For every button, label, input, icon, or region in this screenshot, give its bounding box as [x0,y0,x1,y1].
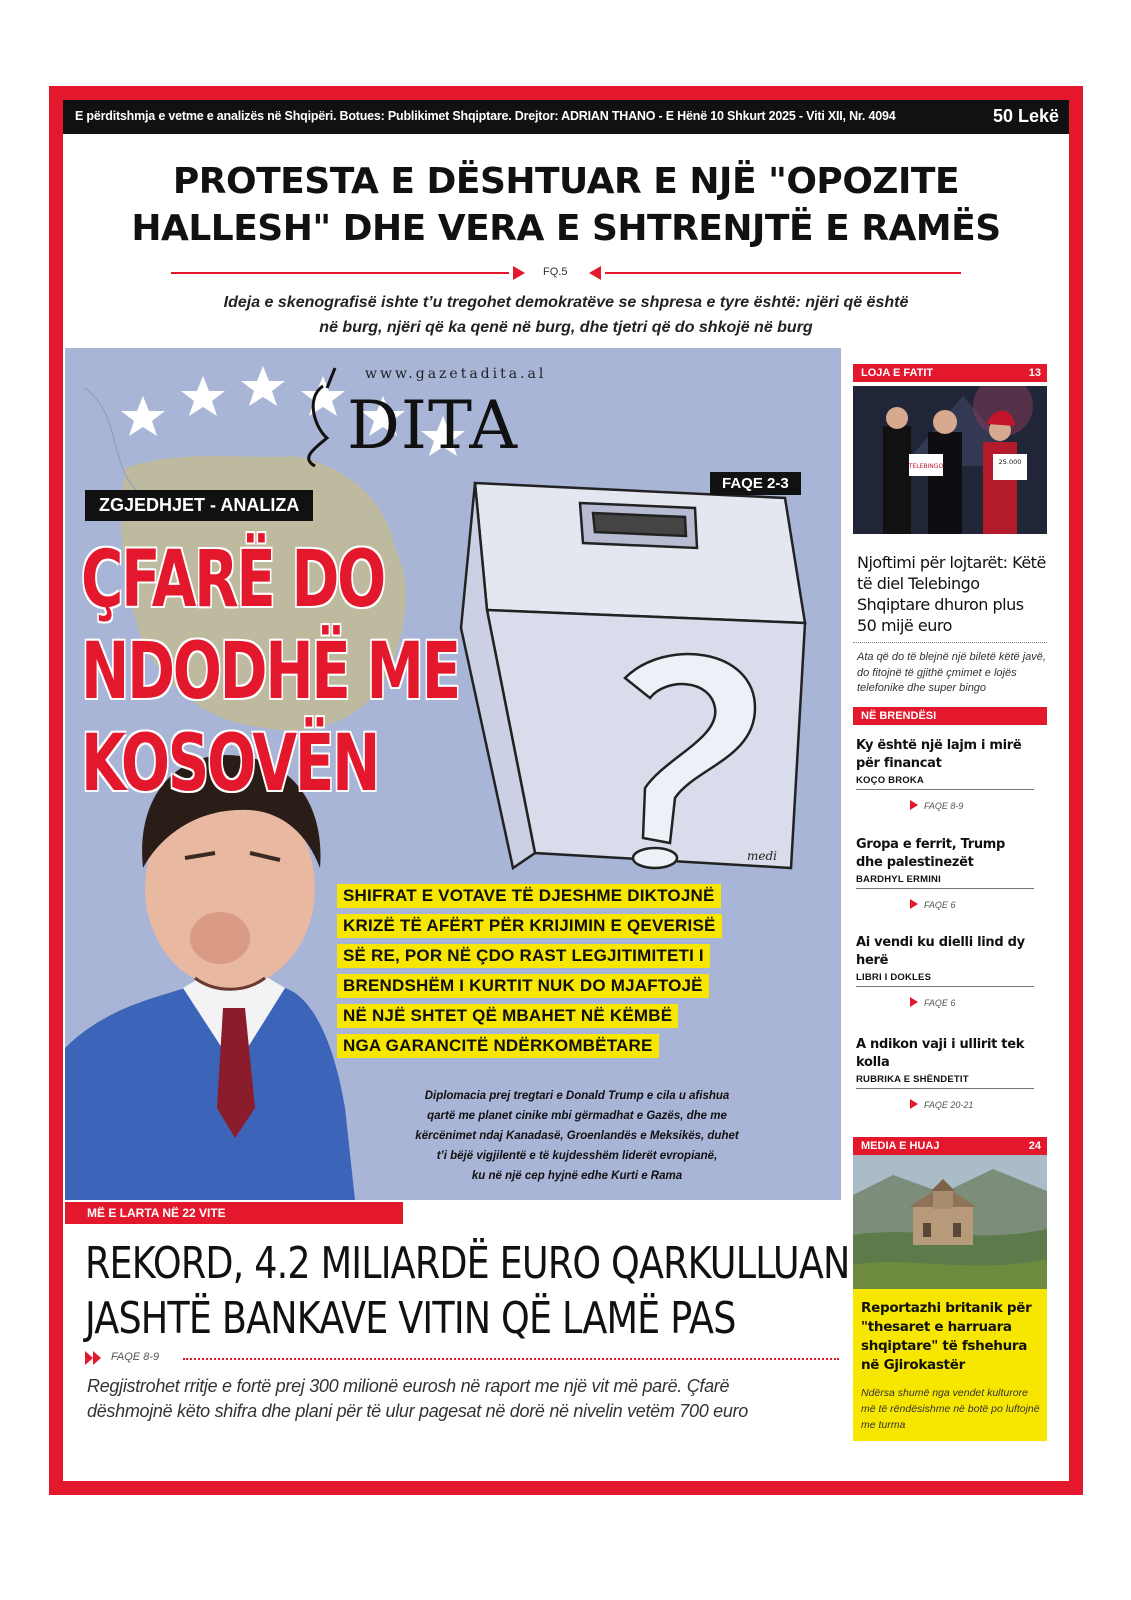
inside-item-author: KOÇO BROKA [856,775,1034,790]
loja-title[interactable]: Njoftimi për lojtarët: Këtë të diel Telebingo Shqiptare dhuron plus 50 mijë euro [857,553,1046,635]
inside-item-title: Ky është një lajm i mirë për financat [856,738,1022,771]
telebingo-photo-art [853,386,1047,534]
dotted-divider [853,642,1047,643]
cover-deck-line: qartë me planet cinike mbi gërmadhat e Gazës, dhe me [427,1110,727,1122]
bottom-deck [87,1374,847,1424]
top-headline[interactable] [83,158,1049,252]
inside-item-title: Gropa e ferrit, Trump dhe palestinezët [856,837,1006,870]
double-arrow-icon [85,1351,105,1365]
star-icon [301,376,345,416]
page-ref-divider [171,266,961,280]
sidebar-header-label: MEDIA E HUAJ [861,1140,940,1152]
ballot-box-cartoon [461,483,805,868]
top-subdeck-line2: në burg, njëri që ka qenë në burg, dhe tjetri që do shkojë në burg [319,319,813,336]
section-tag: ZGJEDHJET - ANALIZA [85,490,313,521]
top-headline-line1: PROTESTA E DËSHTUAR E NJË "OPOZITE [172,161,960,202]
church-photo-art [853,1155,1047,1289]
highlight-line: BRENDSHËM I KURTIT NUK DO MJAFTOJË [337,974,709,998]
bottom-page-ref-row [85,1351,839,1365]
star-icon [181,376,225,416]
arrow-left-icon [589,266,601,280]
inside-item-title: A ndikon vaji i ullirit tek kolla [856,1037,1025,1070]
top-subdeck [143,290,989,340]
inside-item[interactable] [856,1036,1034,1110]
inside-item-author: LIBRI I DOKLES [856,972,1034,987]
highlight-line: KRIZË TË AFËRT PËR KRIJIMIN E QEVERISË [337,914,722,938]
gjirokaster-church-photo[interactable] [853,1155,1047,1289]
sidebar-header-label: LOJA E FATIT [861,367,934,379]
price-label: 50 Lekë [992,106,1059,126]
bottom-page-ref: FAQE 8-9 [111,1351,160,1363]
divider-line-right [605,272,961,274]
bottom-headline-line2: JASHTË BANKAVE VITIN QË LAMË PAS [85,1293,736,1344]
logo-dita[interactable]: DITA [347,387,519,464]
inside-item-page: FAQE 8-9 [910,800,1034,811]
arrow-right-icon [910,1099,918,1109]
bottom-kicker-bar [65,1202,403,1224]
cover-deck-line: kërcënimet ndaj Kanadasë, Groenlandës e Meksikës, duhet [415,1130,739,1142]
inside-item-author: RUBRIKA E SHËNDETIT [856,1074,1034,1089]
sidebar-header-label: NË BRENDËSI [861,710,937,722]
cover-deck [391,1086,763,1186]
star-icon [121,396,165,436]
site-url: www.gazetadita.al [365,366,547,382]
cover-deck-line: t’i bëjë vigjilentë e të kujdesshëm liderët evropianë, [436,1150,718,1162]
cover-highlight-deck [337,884,722,1064]
cover-deck-line: Diplomacia prej tregtari e Donald Trump e cila u afishua [424,1090,730,1102]
front-page [63,100,1069,1481]
cartoon-signature: medi [747,849,777,863]
bottom-deck-line1: Regjistrohet rritje e fortë prej 300 milionë eurosh në raport me një vit më parë. Çfarë [87,1376,730,1396]
top-subdeck-line1: Ideja e skenografisë ishte t’u tregohet demokratëve se shpresa e tyre është: njëri që është [223,294,909,311]
bottom-headline[interactable] [85,1236,850,1346]
masthead-bar [63,100,1069,134]
telebingo-card-left: TELEBINGO [908,463,944,470]
cover-page-tag: FAQE 2-3 [710,472,801,495]
inside-item-author: BARDHYL ERMINI [856,874,1034,889]
media-story-subtitle: Ndërsa shumë nga vendet kulturore më të rëndësishme në botë po luftojnë me turma [861,1387,1040,1431]
bottom-kicker: MË E LARTA NË 22 VITE [87,1206,226,1220]
media-story-title: Reportazhi britanik për "thesaret e harruara shqiptare" të fshehura në Gjirokastër [861,1300,1032,1373]
inside-item-page: FAQE 20-21 [910,1099,1034,1110]
highlight-line: NË NJË SHTET QË MBAHET NË KËMBË [337,1004,678,1028]
masthead-tagline: E përditshmja e vetme e analizës në Shqipëri. Botues: Publikimet Shqiptare. Drejtor: ADRIAN THANO - E Hënë 10 Shkurt 2025 - Viti XII, Nr. 4094 [75,109,896,123]
cover-headline-line2: NDODHË ME [81,627,459,717]
inside-item[interactable] [856,737,1034,811]
inside-item-page: FAQE 6 [910,997,1034,1008]
divider-line-left [171,272,509,274]
highlight-line: NGA GARANCITË NDËRKOMBËTARE [337,1034,659,1058]
loja-subtitle: Ata që do të blejnë një biletë këtë javë, do fitojnë të gjithë çmimet e lojës telefonike dhe super bingo [857,651,1046,694]
arrow-right-icon [910,899,918,909]
telebingo-photo[interactable] [853,386,1047,534]
bottom-deck-line2: dëshmojnë këto shifra dhe plani për të ulur pagesat në dorë në nivelin vetëm 700 euro [87,1401,748,1421]
cover-story[interactable] [65,348,841,1200]
highlight-line: SHIFRAT E VOTAVE TË DJESHME DIKTOJNË [337,884,721,908]
cover-headline[interactable] [81,534,466,810]
bottom-headline-line1: REKORD, 4.2 MILIARDË EURO QARKULLUAN [85,1238,850,1289]
sidebar-header-brendesi [853,707,1047,725]
sidebar-header-loja[interactable] [853,364,1047,382]
cover-headline-line1: ÇFARË DO [81,535,385,625]
star-icon [241,366,285,406]
inside-item-title: Ai vendi ku dielli lind dy herë [856,935,1025,968]
arrow-right-icon [910,997,918,1007]
telebingo-card-right: 25.000 [998,458,1022,466]
dotted-divider [183,1358,839,1360]
arrow-right-icon [910,800,918,810]
arrow-right-icon [513,266,525,280]
caricature-portrait [65,755,355,1200]
sidebar-header-media[interactable] [853,1137,1047,1155]
highlight-line: SË RE, POR NË ÇDO RAST LEGJITIMITETI I [337,944,710,968]
sidebar-header-page: 24 [1028,1140,1041,1152]
sidebar-header-page: 13 [1028,367,1041,379]
cover-headline-line3: KOSOVËN [81,719,379,809]
inside-item[interactable] [856,934,1034,1008]
inside-item[interactable] [856,836,1034,910]
media-story-box[interactable] [853,1289,1047,1441]
cover-deck-line: ku në një cep hyjnë edhe Kurti e Rama [471,1170,683,1182]
inside-item-page: FAQE 6 [910,899,1034,910]
top-page-ref: FQ.5 [543,266,568,278]
top-headline-line2: HALLESH" DHE VERA E SHTRENJTË E RAMËS [131,208,1001,249]
